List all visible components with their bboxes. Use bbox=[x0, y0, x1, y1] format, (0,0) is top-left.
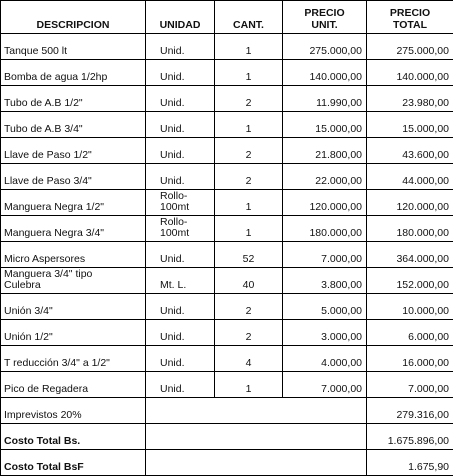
cell-descripcion bbox=[1, 268, 146, 294]
cell-descripcion-line1: Manguera 3/4" tipo bbox=[4, 269, 142, 280]
header-precio-unit bbox=[283, 1, 367, 34]
cell-descripcion: Pico de Regadera bbox=[1, 372, 146, 398]
table-row bbox=[1, 138, 453, 164]
table-row bbox=[1, 60, 453, 86]
header-precio-total bbox=[367, 1, 453, 34]
cell-precio-unit: 22.000,00 bbox=[283, 164, 367, 190]
cell-precio-total: 44.000,00 bbox=[367, 164, 453, 190]
cell-descripcion: Manguera Negra 3/4" bbox=[1, 216, 146, 242]
table-row bbox=[1, 190, 453, 216]
cell-unidad-line1: Rollo- bbox=[160, 191, 211, 202]
cell-unidad-line1: Rollo- bbox=[160, 217, 211, 228]
cell-unidad-line2: 100mt bbox=[160, 228, 211, 239]
cell-descripcion: T reducción 3/4" a 1/2" bbox=[1, 346, 146, 372]
cell-descripcion: Micro Aspersores bbox=[1, 242, 146, 268]
cell-cant: 1 bbox=[215, 34, 283, 60]
cell-descripcion: Llave de Paso 1/2" bbox=[1, 138, 146, 164]
cell-precio-unit: 11.990,00 bbox=[283, 86, 367, 112]
summary-row-total-bsf bbox=[1, 450, 453, 476]
cell-unidad-line2: 100mt bbox=[160, 202, 211, 213]
summary-empty bbox=[146, 450, 367, 476]
cell-unidad: Unid. bbox=[146, 346, 215, 372]
summary-empty bbox=[146, 398, 367, 424]
cell-unidad: Mt. L. bbox=[146, 268, 215, 294]
cell-precio-unit: 275.000,00 bbox=[283, 34, 367, 60]
summary-value: 1.675,90 bbox=[367, 450, 453, 476]
cell-cant: 2 bbox=[215, 86, 283, 112]
table-row bbox=[1, 320, 453, 346]
cell-descripcion-line2: Culebra bbox=[4, 280, 142, 291]
cell-precio-total: 10.000,00 bbox=[367, 294, 453, 320]
header-unidad: UNIDAD bbox=[146, 1, 215, 34]
cell-precio-total: 7.000,00 bbox=[367, 372, 453, 398]
cell-precio-total: 15.000,00 bbox=[367, 112, 453, 138]
summary-label: Imprevistos 20% bbox=[1, 398, 146, 424]
cell-descripcion: Tubo de A.B 1/2" bbox=[1, 86, 146, 112]
table-row bbox=[1, 86, 453, 112]
cell-precio-unit: 3.000,00 bbox=[283, 320, 367, 346]
cell-unidad: Unid. bbox=[146, 294, 215, 320]
table-row bbox=[1, 346, 453, 372]
cell-cant: 1 bbox=[215, 60, 283, 86]
cell-precio-unit: 120.000,00 bbox=[283, 190, 367, 216]
cell-descripcion: Manguera Negra 1/2" bbox=[1, 190, 146, 216]
cell-cant: 2 bbox=[215, 164, 283, 190]
cell-precio-unit: 15.000,00 bbox=[283, 112, 367, 138]
summary-empty bbox=[146, 424, 367, 450]
cell-descripcion: Tanque 500 lt bbox=[1, 34, 146, 60]
header-precio-total-line1: PRECIO bbox=[370, 7, 450, 19]
table-row bbox=[1, 268, 453, 294]
table-row bbox=[1, 216, 453, 242]
cell-precio-unit: 140.000,00 bbox=[283, 60, 367, 86]
cell-precio-total: 16.000,00 bbox=[367, 346, 453, 372]
header-precio-unit-line1: PRECIO bbox=[286, 7, 363, 19]
cell-cant: 1 bbox=[215, 216, 283, 242]
cell-descripcion: Unión 3/4" bbox=[1, 294, 146, 320]
table-row bbox=[1, 112, 453, 138]
cell-unidad bbox=[146, 216, 215, 242]
cell-unidad: Unid. bbox=[146, 242, 215, 268]
cell-precio-unit: 7.000,00 bbox=[283, 372, 367, 398]
table-row bbox=[1, 294, 453, 320]
summary-row-total-bs bbox=[1, 424, 453, 450]
cell-unidad: Unid. bbox=[146, 60, 215, 86]
cell-cant: 2 bbox=[215, 320, 283, 346]
cell-precio-total: 6.000,00 bbox=[367, 320, 453, 346]
table-row bbox=[1, 34, 453, 60]
cell-descripcion: Tubo de A.B 3/4" bbox=[1, 112, 146, 138]
table-row bbox=[1, 242, 453, 268]
cell-cant: 1 bbox=[215, 190, 283, 216]
summary-label: Costo Total Bs. bbox=[1, 424, 146, 450]
cell-precio-unit: 21.800,00 bbox=[283, 138, 367, 164]
summary-value: 1.675.896,00 bbox=[367, 424, 453, 450]
cell-unidad: Unid. bbox=[146, 112, 215, 138]
table-row bbox=[1, 164, 453, 190]
cell-descripcion: Llave de Paso 3/4" bbox=[1, 164, 146, 190]
header-precio-total-line2: TOTAL bbox=[370, 19, 450, 31]
table-row bbox=[1, 372, 453, 398]
summary-label: Costo Total BsF bbox=[1, 450, 146, 476]
cell-cant: 1 bbox=[215, 372, 283, 398]
cell-unidad: Unid. bbox=[146, 86, 215, 112]
cell-precio-total: 180.000,00 bbox=[367, 216, 453, 242]
cell-precio-total: 275.000,00 bbox=[367, 34, 453, 60]
summary-row-imprevistos bbox=[1, 398, 453, 424]
cell-cant: 4 bbox=[215, 346, 283, 372]
header-descripcion: DESCRIPCION bbox=[1, 1, 146, 34]
cell-precio-total: 364.000,00 bbox=[367, 242, 453, 268]
cell-unidad: Unid. bbox=[146, 138, 215, 164]
cell-unidad: Unid. bbox=[146, 372, 215, 398]
cell-cant: 2 bbox=[215, 294, 283, 320]
cell-precio-unit: 7.000,00 bbox=[283, 242, 367, 268]
cell-unidad: Unid. bbox=[146, 164, 215, 190]
cell-descripcion: Bomba de agua 1/2hp bbox=[1, 60, 146, 86]
cell-cant: 2 bbox=[215, 138, 283, 164]
header-precio-unit-line2: UNIT. bbox=[286, 19, 363, 31]
header-row bbox=[1, 1, 453, 34]
cell-precio-total: 140.000,00 bbox=[367, 60, 453, 86]
header-cant: CANT. bbox=[215, 1, 283, 34]
cell-descripcion: Unión 1/2" bbox=[1, 320, 146, 346]
cell-precio-total: 152.000,00 bbox=[367, 268, 453, 294]
cell-precio-total: 43.600,00 bbox=[367, 138, 453, 164]
cell-precio-unit: 5.000,00 bbox=[283, 294, 367, 320]
cell-precio-unit: 3.800,00 bbox=[283, 268, 367, 294]
cell-cant: 52 bbox=[215, 242, 283, 268]
cell-precio-unit: 180.000,00 bbox=[283, 216, 367, 242]
summary-value: 279.316,00 bbox=[367, 398, 453, 424]
cell-precio-total: 120.000,00 bbox=[367, 190, 453, 216]
cell-unidad: Unid. bbox=[146, 320, 215, 346]
cell-cant: 40 bbox=[215, 268, 283, 294]
cell-unidad: Unid. bbox=[146, 34, 215, 60]
cell-precio-total: 23.980,00 bbox=[367, 86, 453, 112]
cell-precio-unit: 4.000,00 bbox=[283, 346, 367, 372]
cell-cant: 1 bbox=[215, 112, 283, 138]
cell-unidad bbox=[146, 190, 215, 216]
